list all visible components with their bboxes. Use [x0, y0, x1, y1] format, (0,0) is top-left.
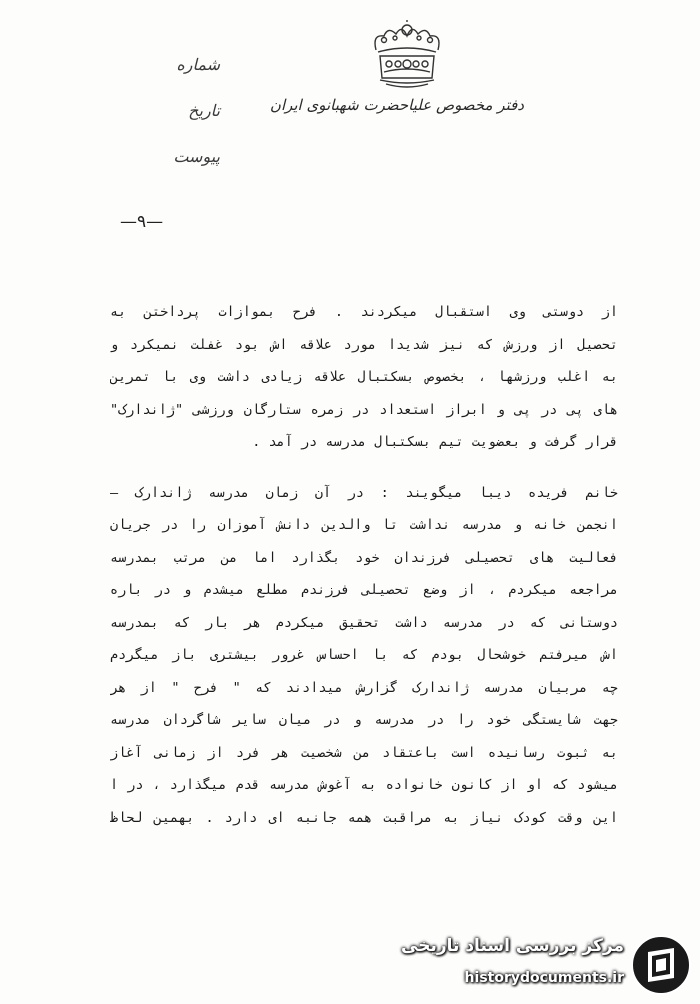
text-line: قرار گرفت و بعضویت تیم بسکتبال مدرسه در آمد . — [252, 434, 618, 450]
attachment-label: پیوست — [173, 147, 220, 166]
watermark — [401, 928, 700, 1004]
text-line: از دوستی وی استقبال میکردند . فرح بموازات پرداختن به — [110, 304, 618, 320]
text-line: اش میرفتم خوشحال بودم که با احساس غرور بیشتری باز میگردم — [110, 647, 618, 663]
paragraph-gap — [110, 459, 618, 477]
watermark-url: historydocuments.ir — [464, 970, 624, 986]
text-line: فعالیت های تحصیلی فرزندان خود بگذارد اما من مرتب بمدرسه — [110, 549, 618, 566]
text-line: مراجعه میکردم ، از وضع تحصیلی فرزندم مطلع میشدم و در باره — [110, 582, 618, 598]
text-line: این وقت کودک نیاز به مراقبت همه جانبه ای دارد . بهمین لحاظ — [110, 809, 618, 826]
text-line: به ثبوت رسانیده است باعتقاد من شخصیت هر فرد از زمانی آغاز — [110, 744, 618, 761]
text-line: تحصیل از ورزش که نیز شدیدا مورد علاقه اش بود غفلت نمیکرد و — [110, 336, 618, 353]
letterhead-title: دفتر مخصوص علیاحضرت شهبانوی ایران — [269, 96, 524, 114]
number-label: شماره — [176, 55, 220, 74]
crown-emblem-icon — [362, 20, 452, 92]
text-line: های پی در پی و ابراز استعداد در زمره ستارگان ورزشی "ژاندارک" — [110, 401, 618, 418]
text-line: دوستانی که در مدرسه داشت تحقیق میکردم هر بار که بمدرسه — [110, 614, 618, 631]
text-line: خانم فریده دیبا میگویند : در آن زمان مدرسه ژاندارک — — [110, 484, 618, 501]
text-line: چه مربیان مدرسه ژاندارک گزارش میدادند که " فرح " از هر — [110, 679, 618, 696]
text-line: انجمن خانه و مدرسه نداشت تا والدین دانش آموزان را در جریان — [110, 517, 618, 533]
document-meta — [150, 50, 220, 188]
date-label: تاریخ — [188, 101, 220, 120]
archive-logo-icon — [630, 934, 692, 996]
document-body — [110, 296, 618, 834]
text-line: به اغلب ورزشها ، بخصوص بسکتبال علاقه زیادی داشت وی با تمرین — [110, 369, 618, 385]
page-number: —۹— — [120, 212, 164, 232]
text-line: جهت شایستگی خود را در مدرسه و در میان سایر شاگردان مدرسه — [110, 712, 618, 728]
text-line: میشود که او از کانون خانواده به آغوش مدرسه قدم میگذارد ، در ا — [110, 777, 618, 793]
watermark-title: مرکز بررسی اسناد تاریخی — [401, 936, 624, 956]
